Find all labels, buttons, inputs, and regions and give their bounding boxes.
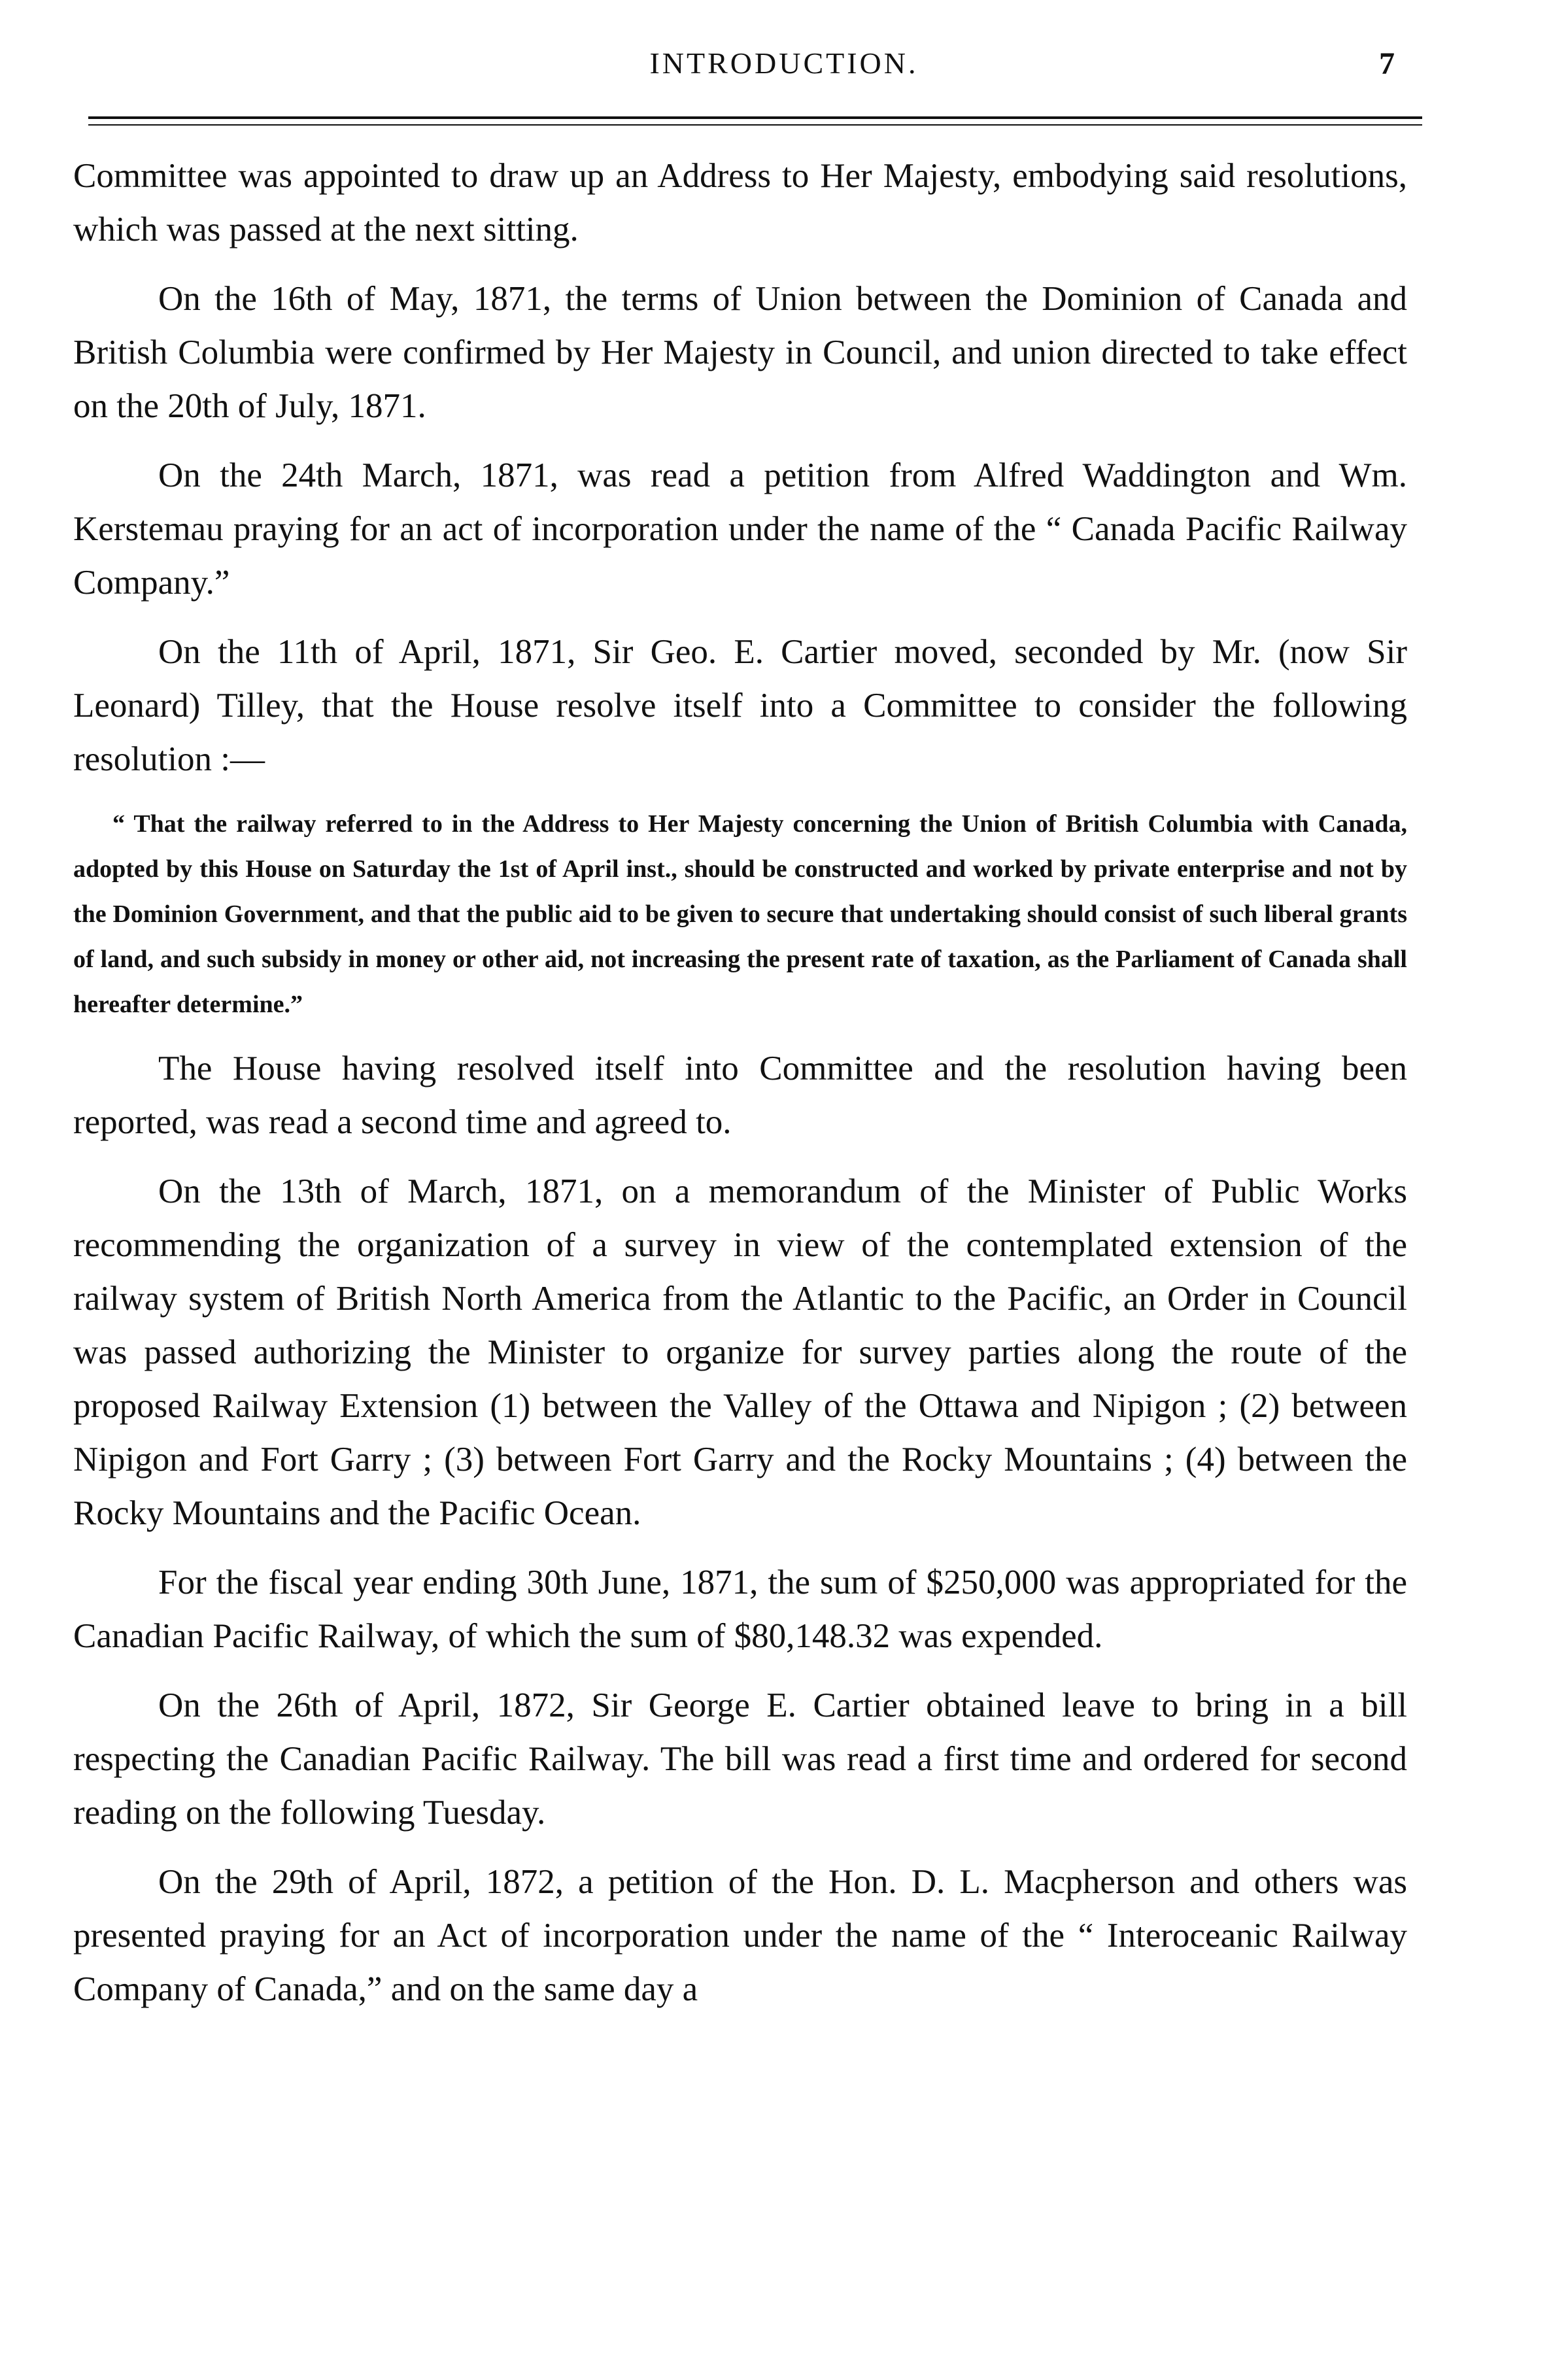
paragraph-petition-waddington: On the 24th March, 1871, was read a petition from Alfred Waddington and Wm. Kerstemau praying for an act of incorporation under the name of the “ Canada Pacific Railway Company.” (73, 456, 1407, 602)
resolution-quote: “ That the railway referred to in the Address to Her Majesty concerning the Union of British Columbia with Canada, adopted by this House on Saturday the 1st of April inst., should be constructed and worked by private enterprise and not by the Dominion Government, and that the public aid to be given to secure that undertaking should consist of such liberal grants of land, and such subsidy in money or other aid, not increasing the present rate of taxation, as the Parliament of Canada shall hereafter determine.” (73, 810, 1407, 1018)
paragraph-macpherson-petition: On the 29th of April, 1872, a petition of the Hon. D. L. Macpherson and others was presented praying for an Act of incorporation under the name of the “ Interoceanic Railway Company of Canada,” and on the same day a (73, 1863, 1407, 2008)
header-rule-thin (88, 124, 1422, 126)
paragraph-union-confirmed: On the 16th of May, 1871, the terms of Union between the Dominion of Canada and British Columbia were confirmed by Her Majesty in Council, and union directed to take effect on the 20th of July, 1871. (73, 280, 1407, 425)
paragraph-continuation: Committee was appointed to draw up an Address to Her Majesty, embodying said resolutions, which was passed at the next sitting. (73, 157, 1407, 248)
paragraph-cartier-motion: On the 11th of April, 1871, Sir Geo. E. Cartier moved, seconded by Mr. (now Sir Leonard) Tilley, that the House resolve itself into a Committee to consider the following resolution :— (73, 633, 1407, 778)
body-text (73, 149, 1407, 2032)
page-number: 7 (1379, 46, 1395, 81)
running-title: INTRODUCTION. (649, 46, 919, 80)
running-head (0, 46, 1568, 92)
header-rule (88, 116, 1422, 119)
paragraph-house-committee: The House having resolved itself into Committee and the resolution having been reported, was read a second time and agreed to. (73, 1050, 1407, 1141)
paragraph-fiscal-year: For the fiscal year ending 30th June, 1871, the sum of $250,000 was appropriated for the Canadian Pacific Railway, of which the sum of $80,148.32 was expended. (73, 1563, 1407, 1655)
paragraph-cartier-bill: On the 26th of April, 1872, Sir George E. Cartier obtained leave to bring in a bill respecting the Canadian Pacific Railway. The bill was read a first time and ordered for second reading on the following Tuesday. (73, 1686, 1407, 1832)
paragraph-survey-order: On the 13th of March, 1871, on a memorandum of the Minister of Public Works recommending the organization of a survey in view of the contemplated extension of the railway system of British North America from the Atlantic to the Pacific, an Order in Council was passed authorizing the Minister to organize for survey parties along the route of the proposed Railway Extension (1) between the Valley of the Ottawa and Nipigon ; (2) between Nipigon and Fort Garry ; (3) between Fort Garry and the Rocky Mountains ; (4) between the Rocky Mountains and the Pacific Ocean. (73, 1172, 1407, 1532)
